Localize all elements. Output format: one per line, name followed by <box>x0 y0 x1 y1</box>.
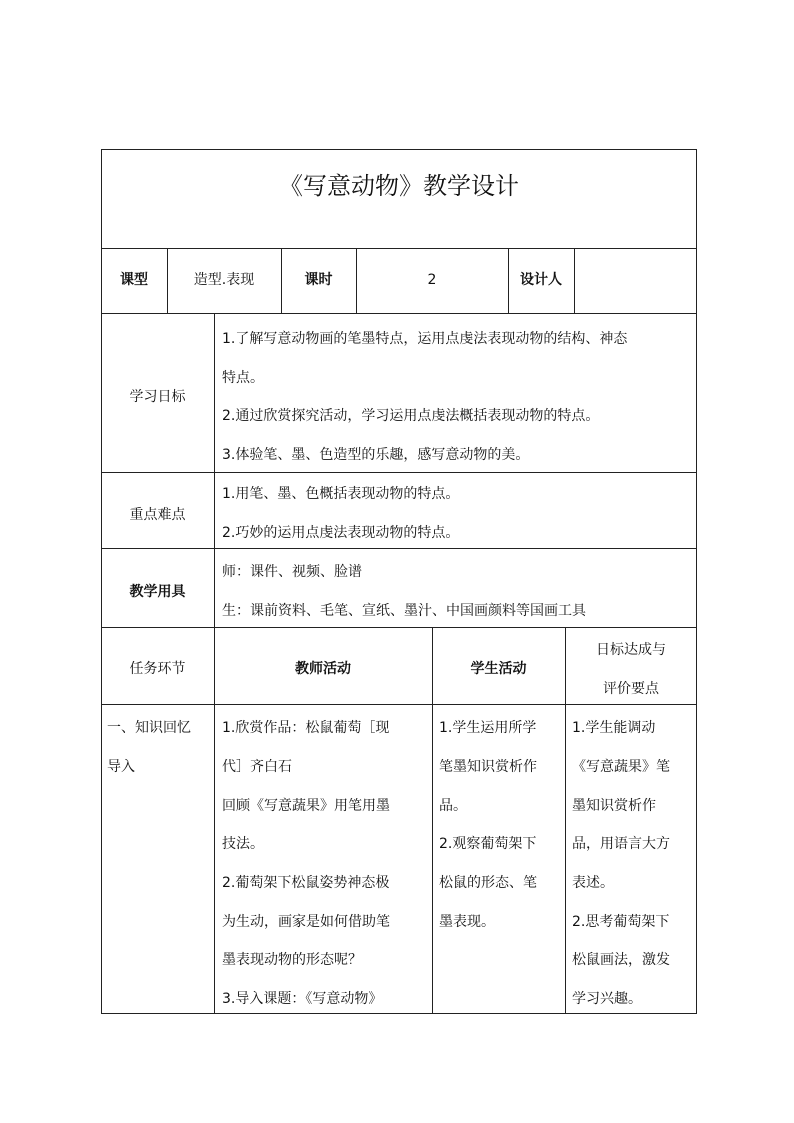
tools-line: 生：课前资料、毛笔、宣纸、墨汁、中国画颜料等国画工具 <box>222 603 586 619</box>
goal-line: 表述。 <box>572 875 614 891</box>
student-line: 2.观察葡萄架下 <box>439 836 537 852</box>
table-rule <box>101 704 697 705</box>
designer-label: 设计人 <box>520 272 562 288</box>
teacher-line: 墨表现动物的形态呢？ <box>222 952 362 968</box>
student-line: 1.学生运用所学 <box>439 720 537 736</box>
student-line: 松鼠的形态、笔 <box>439 875 537 891</box>
key-points-line: 1.用笔、墨、色概括表现动物的特点。 <box>222 486 460 502</box>
goal-line: 墨知识赏析作 <box>572 798 656 814</box>
table-rule <box>574 248 575 313</box>
goal-header-line: 日标达成与 <box>596 642 666 658</box>
goal-line: 松鼠画法，激发 <box>572 952 670 968</box>
student-line: 笔墨知识赏析作 <box>439 759 537 775</box>
student-line: 墨表现。 <box>439 914 495 930</box>
goal-line: 1.学生能调动 <box>572 720 656 736</box>
lesson-hours-label: 课时 <box>304 272 333 288</box>
objectives-line: 特点。 <box>222 370 264 386</box>
key-points-label: 重点难点 <box>129 507 186 523</box>
task-header: 任务环节 <box>129 661 186 677</box>
tools-line: 师：课件、视频、脸谱 <box>222 564 362 580</box>
objectives-line: 2.通过欣赏探究活动，学习运用点虔法概括表现动物的特点。 <box>222 408 600 424</box>
teacher-line: 代］齐白石 <box>222 759 292 775</box>
objectives-label: 学习日标 <box>129 389 186 405</box>
teacher-line: 技法。 <box>222 836 264 852</box>
goal-line: 品，用语言大方 <box>572 836 670 852</box>
tools-label: 教学用具 <box>129 584 186 600</box>
key-points-line: 2.巧妙的运用点虔法表现动物的特点。 <box>222 525 460 541</box>
teacher-line: 3.导入课题：《写意动物》 <box>222 991 383 1007</box>
objectives-line: 1.了解写意动物画的笔墨特点，运用点虔法表现动物的结构、神态 <box>222 331 628 347</box>
goal-header-line: 评价要点 <box>603 681 659 697</box>
table-rule <box>101 472 697 473</box>
lesson-type-label: 课型 <box>120 272 148 288</box>
teacher-header: 教师活动 <box>295 661 351 677</box>
lesson-type-value: 造型.表现 <box>193 272 255 288</box>
goal-line: 《写意蔬果》笔 <box>572 759 670 775</box>
lesson-hours-value: 2 <box>427 272 437 288</box>
objectives-line: 3.体验笔、墨、色造型的乐趣，感写意动物的美。 <box>222 447 530 463</box>
task-line: 导入 <box>107 759 135 775</box>
student-line: 品。 <box>439 798 467 814</box>
document-title: 《写意动物》教学设计 <box>279 172 519 200</box>
teacher-line: 为生动，画家是如何借助笔 <box>222 914 390 930</box>
teacher-line: 2.葡萄架下松鼠姿势神态极 <box>222 875 390 891</box>
goal-line: 2.思考葡萄架下 <box>572 914 670 930</box>
task-line: 一、知识回忆 <box>107 720 191 736</box>
table-rule <box>432 627 433 1014</box>
teacher-line: 回顾《写意蔬果》用笔用墨 <box>222 798 390 814</box>
student-header: 学生活动 <box>470 661 527 677</box>
teacher-line: 1.欣赏作品：松鼠葡萄［现 <box>222 720 390 736</box>
table-rule <box>101 313 697 314</box>
table-rule <box>101 627 697 628</box>
table-rule <box>101 548 697 549</box>
goal-line: 学习兴趣。 <box>572 991 642 1007</box>
table-rule <box>101 248 697 249</box>
